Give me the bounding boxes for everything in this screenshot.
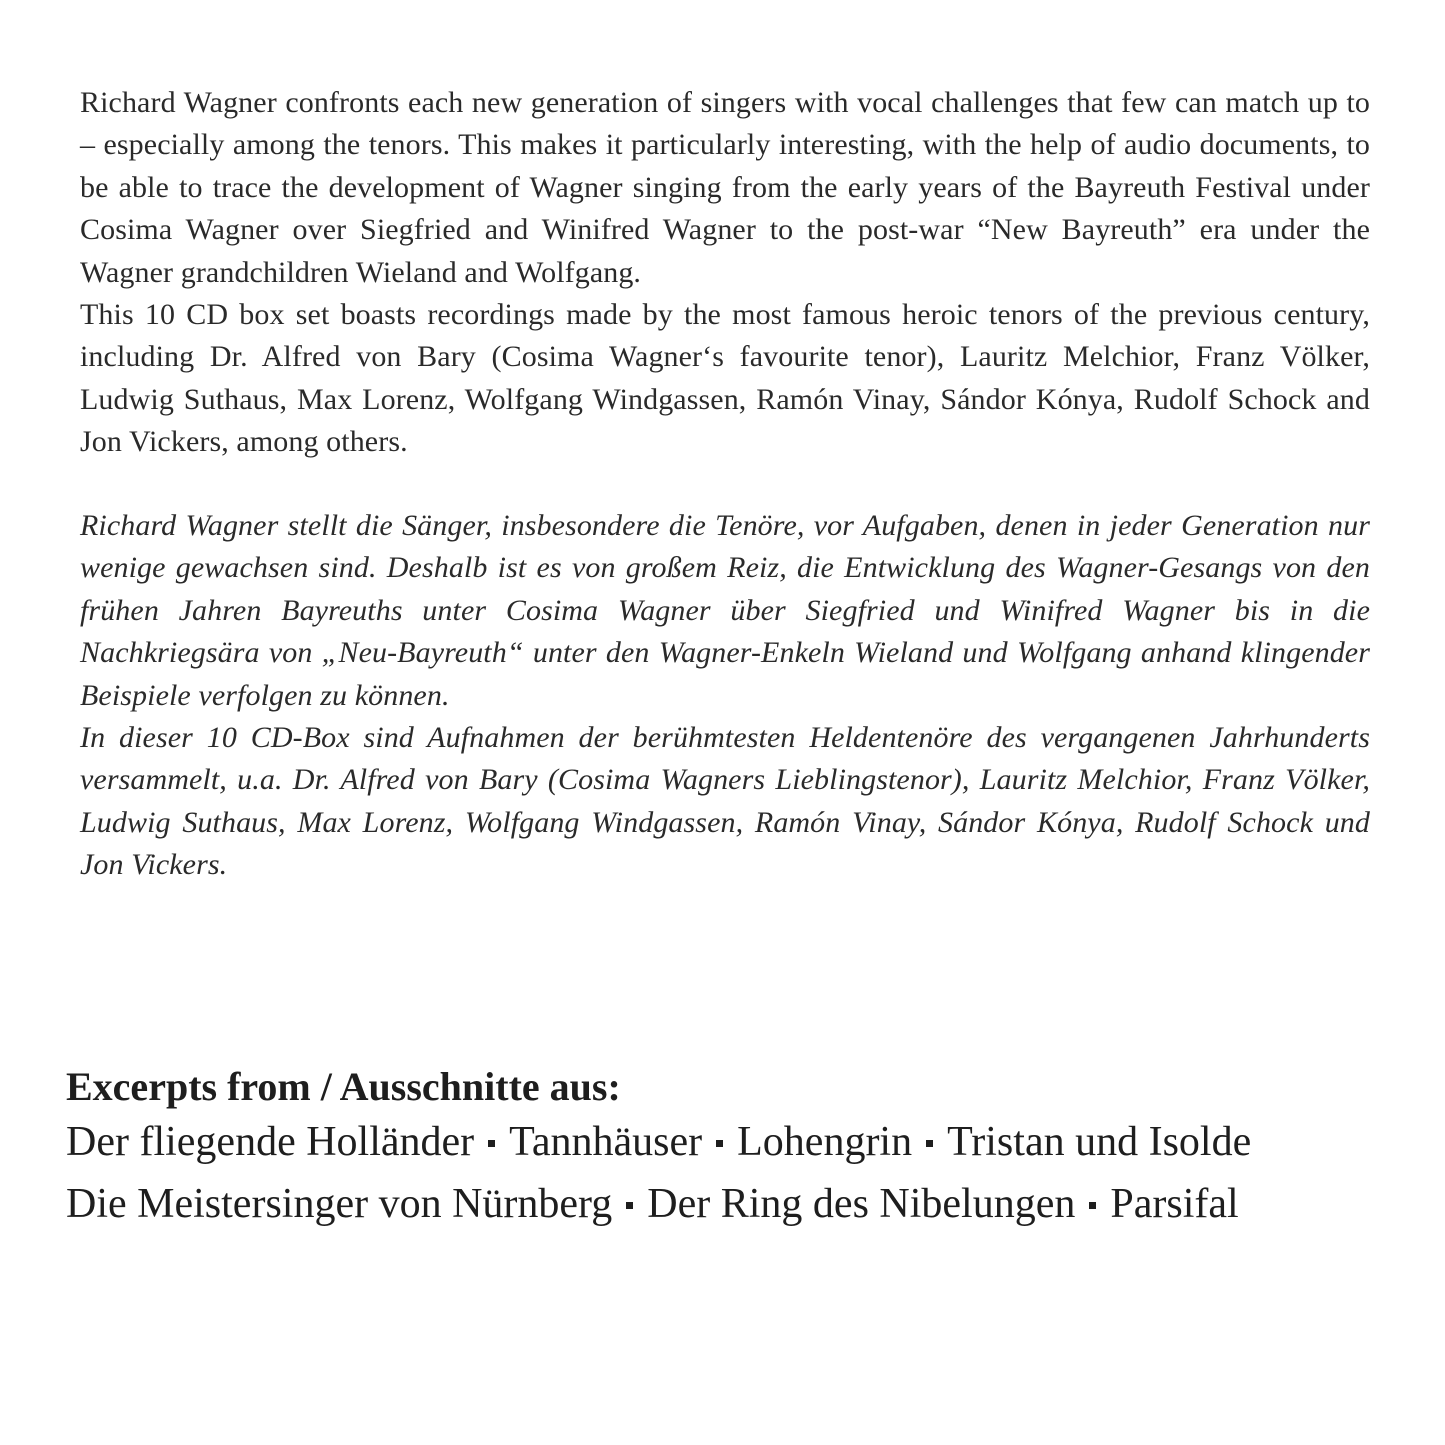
german-paragraph-2: In dieser 10 CD-Box sind Aufnahmen der berühmtesten Heldentenöre des vergangenen Jahrhunderts versammelt, u.a. Dr. Alfred von Bary (Cosima Wagners Lieblingstenor), Lauritz Melchior, Franz Völker, Ludwig Suthaus, Max Lorenz, Wolfgang Windgassen, Ramón Vinay, Sándor Kónya, Rudolf Schock und Jon Vickers. (80, 721, 1370, 882)
separator-square-icon (926, 1140, 933, 1147)
opera-list-line-2 (66, 1173, 1386, 1235)
opera-title: Tannhäuser (509, 1119, 703, 1165)
opera-list-line-1 (66, 1111, 1386, 1173)
separator-square-icon (488, 1140, 495, 1147)
separator-square-icon (716, 1140, 723, 1147)
opera-title: Tristan und Isolde (947, 1119, 1252, 1165)
opera-title: Lohengrin (737, 1119, 913, 1165)
opera-title: Parsifal (1110, 1181, 1239, 1227)
english-text (80, 82, 1370, 464)
german-paragraph-1: Richard Wagner stellt die Sänger, insbesondere die Tenöre, vor Aufgaben, denen in jeder Generation nur wenige gewachsen sind. Deshalb ist es von großem Reiz, die Entwicklung des Wagner-Gesangs von den frühen Jahren Bayreuths unter Cosima Wagner über Siegfried und Winifred Wagner bis in die Nachkriegsära von „Neu-Bayreuth“ unter den Wagner-Enkeln Wieland und Wolfgang anhand klingender Beispiele verfolgen zu können. (80, 509, 1370, 712)
separator-square-icon (1089, 1202, 1096, 1209)
separator-square-icon (626, 1202, 633, 1209)
excerpts-section (66, 1063, 1386, 1235)
opera-title: Der fliegende Holländer (66, 1119, 475, 1165)
german-text (80, 505, 1370, 887)
english-paragraph-1: Richard Wagner confronts each new generation of singers with vocal challenges that few can match up to – especially among the tenors. This makes it particularly interesting, with the help of audio documents, to be able to trace the development of Wagner singing from the early years of the Bayreuth Festival under Cosima Wagner over Siegfried and Winifred Wagner to the post-war “New Bayreuth” era under the Wagner grandchildren Wieland and Wolfgang. (80, 86, 1370, 289)
opera-title: Die Meistersinger von Nürnberg (66, 1181, 613, 1227)
english-paragraph-2: This 10 CD box set boasts recordings made by the most famous heroic tenors of the previous century, including Dr. Alfred von Bary (Cosima Wagner‘s favourite tenor), Lauritz Melchior, Franz Völker, Ludwig Suthaus, Max Lorenz, Wolfgang Windgassen, Ramón Vinay, Sándor Kónya, Rudolf Schock and Jon Vickers, among others. (80, 298, 1370, 459)
opera-title: Der Ring des Nibelungen (647, 1181, 1076, 1227)
excerpts-heading: Excerpts from / Ausschnitte aus: (66, 1064, 621, 1109)
